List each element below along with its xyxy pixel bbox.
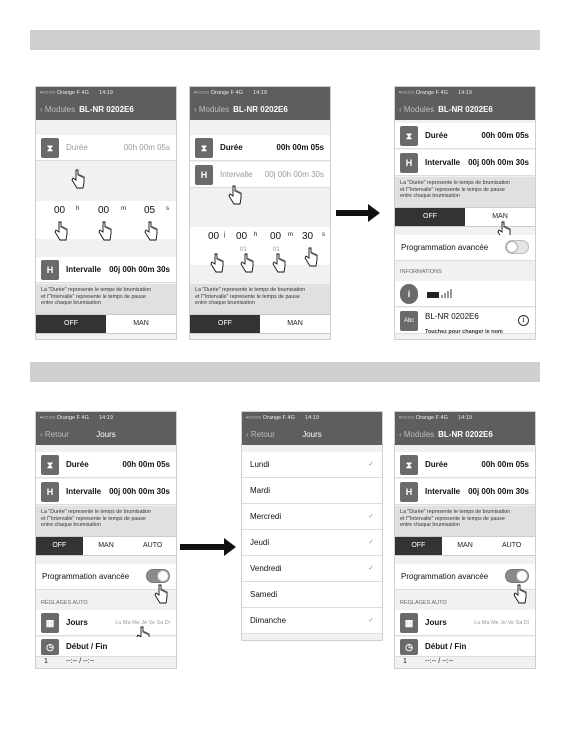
page-title: BL-NR 0202E6 [438, 105, 493, 114]
status-bar [36, 87, 176, 100]
intervalle-label: Intervalle [220, 170, 253, 179]
device-name-row[interactable] [395, 308, 535, 334]
pointing-hand-icon [513, 584, 527, 606]
carrier-text: •○○○○ Orange F [40, 90, 80, 96]
info-icon[interactable]: i [518, 315, 529, 326]
day-label: Jeudi [250, 538, 270, 547]
prog-avancee-toggle[interactable] [505, 569, 529, 583]
intervalle-value: 00j 00h 00m 30s [109, 265, 170, 274]
day-label: Lundi [250, 460, 270, 469]
intervalle-label: Intervalle [425, 487, 461, 496]
duree-row[interactable] [190, 135, 330, 161]
nav-bar [36, 100, 176, 120]
carrier-text: •○○○○ Orange F [399, 415, 439, 421]
hourglass-icon: ⧗ [41, 455, 59, 475]
slot-value: --:-- / --:-- [425, 658, 454, 665]
pointing-hand-icon [71, 169, 85, 191]
seconds-value[interactable]: 05 [144, 205, 156, 216]
intervalle-row[interactable] [395, 150, 535, 176]
note-line: et l'"Intervalle" represente le temps de pause [41, 293, 146, 300]
duree-label: Durée [425, 460, 448, 469]
intervalle-value: 00j 00h 00m 30s [468, 158, 529, 167]
intervalle-value: 00j 00h 00m 30s [109, 487, 170, 496]
days-unit: j [224, 232, 226, 238]
slot-number: 1 [44, 658, 48, 665]
informations-header: INFORMATIONS [400, 269, 442, 275]
network-text: 4G [287, 415, 295, 421]
debut-fin-label: Début / Fin [66, 642, 108, 651]
clock-text: 14:19 [458, 415, 472, 421]
duree-label: Durée [425, 131, 448, 140]
duree-value: 00h 00m 05s [122, 460, 170, 469]
calendar-icon: ▦ [41, 613, 59, 633]
clock-text: 14:19 [99, 90, 113, 96]
network-text: 4G [235, 90, 243, 96]
nav-bar [395, 425, 535, 445]
phone-jours-list [241, 411, 383, 641]
reglages-auto-header: RÉGLAGES AUTO [41, 600, 88, 606]
pointing-hand-icon [154, 584, 168, 606]
pointing-hand-icon [54, 221, 68, 243]
phone-duree-picker [35, 86, 177, 340]
off-button[interactable]: OFF [395, 208, 465, 226]
prog-avancee-row[interactable] [395, 235, 535, 261]
intervalle-value: 00j 00h 00m 30s [264, 170, 324, 179]
signal-strength-icon [427, 289, 453, 299]
back-button[interactable]: ‹ Retour [246, 430, 275, 439]
checkmark-icon: ✓ [368, 617, 374, 624]
phone-intervalle-picker [189, 86, 331, 340]
carrier-text: •○○○○ Orange F [194, 90, 234, 96]
jours-label: Jours [425, 618, 447, 627]
page-title: BL-NR 0202E6 [233, 105, 288, 114]
seconds-value[interactable]: 30 [302, 231, 314, 242]
minutes-unit: m [121, 206, 126, 212]
alarm-clock-icon: ◷ [400, 639, 418, 655]
alarm-clock-icon: ◷ [41, 639, 59, 655]
day-label: Mardi [250, 486, 271, 495]
back-button[interactable]: ‹ Retour [40, 430, 69, 439]
off-button[interactable]: OFF [190, 315, 260, 333]
info-note [36, 506, 176, 536]
hours-value[interactable]: 00 [236, 231, 248, 242]
back-label: Modules [198, 105, 230, 114]
carrier-text: •○○○○ Orange F [246, 415, 286, 421]
day-item[interactable] [242, 504, 382, 530]
interval-icon: H [195, 165, 213, 185]
device-name [425, 310, 503, 339]
interval-icon: H [41, 482, 59, 502]
status-bar [395, 412, 535, 425]
arrow-right-icon [180, 544, 226, 550]
checkmark-icon: ✓ [368, 461, 374, 468]
debut-fin-row[interactable] [36, 637, 176, 657]
intervalle-label: Intervalle [66, 487, 102, 496]
phone-man-mode [394, 86, 536, 340]
checkmark-icon: ✓ [368, 539, 374, 546]
intervalle-row[interactable] [36, 479, 176, 505]
debut-fin-row[interactable] [395, 637, 535, 657]
page-title: BL-NR 0202E6 [438, 430, 493, 439]
mode-segment [36, 314, 176, 334]
toggle-knob [516, 570, 528, 582]
duree-value: 00h 00m 05s [481, 460, 529, 469]
intervalle-row[interactable] [395, 479, 535, 505]
off-button[interactable]: OFF [36, 537, 83, 555]
day-label: Vendredi [250, 564, 282, 573]
rename-icon: Abc [400, 311, 418, 331]
slot-value: --:-- / --:-- [66, 658, 95, 665]
picker-next-value: 01 [273, 247, 280, 253]
pointing-hand-icon [228, 185, 242, 207]
duree-label: Durée [66, 460, 89, 469]
note-line: entre chaque brumisation [400, 522, 460, 529]
man-button[interactable]: MAN [287, 320, 303, 327]
seconds-unit: s [322, 232, 325, 238]
hours-value[interactable]: 00 [54, 205, 66, 216]
man-button[interactable]: MAN [133, 320, 149, 327]
network-text: 4G [81, 415, 89, 421]
intervalle-row[interactable] [190, 162, 330, 188]
note-line: La "Durée" represente le temps de brumisation [41, 287, 152, 293]
pointing-hand-icon [272, 253, 286, 275]
note-line: entre chaque brumisation [41, 300, 101, 307]
note-line: entre chaque brumisation [41, 522, 101, 529]
intervalle-row[interactable] [36, 257, 176, 283]
note-line: La "Durée" represente le temps de brumisation [400, 180, 511, 186]
day-item[interactable] [242, 582, 382, 608]
status-bar [190, 87, 330, 100]
nav-bar [395, 100, 535, 120]
mode-segment [190, 314, 330, 334]
hourglass-icon: ⧗ [41, 138, 59, 158]
prog-avancee-toggle[interactable] [146, 569, 170, 583]
page-title: Jours [302, 430, 322, 439]
info-note [395, 506, 535, 536]
intervalle-value: 00j 00h 00m 30s [468, 487, 529, 496]
debut-fin-label: Début / Fin [425, 642, 467, 651]
duree-row[interactable] [36, 135, 176, 161]
jours-value: Lu Ma Me Je Ve Sa Di [115, 620, 170, 626]
day-item[interactable] [242, 608, 382, 634]
note-line: et l'"Intervalle" represente le temps de pause [195, 293, 300, 300]
page-title: Jours [96, 430, 116, 439]
back-label: Retour [250, 430, 275, 439]
info-icon: i [400, 284, 418, 304]
checkmark-icon: ✓ [368, 513, 374, 520]
picker-next-value: 01 [240, 247, 247, 253]
day-item[interactable] [242, 556, 382, 582]
pointing-hand-icon [98, 221, 112, 243]
note-line: La "Durée" represente le temps de brumisation [195, 287, 306, 293]
back-label: Modules [44, 105, 76, 114]
nav-bar [242, 425, 382, 445]
mode-segment [395, 207, 535, 227]
clock-text: 14:19 [305, 415, 319, 421]
prog-avancee-label: Programmation avancée [401, 572, 489, 581]
hours-unit: h [254, 232, 258, 238]
duree-row[interactable] [36, 452, 176, 478]
page-title: BL-NR 0202E6 [79, 105, 134, 114]
minutes-value[interactable]: 00 [270, 231, 282, 242]
phone-advanced-summary [394, 411, 536, 669]
duree-value: 00h 00m 05s [276, 143, 324, 152]
jours-row[interactable] [395, 610, 535, 636]
network-text: 4G [440, 90, 448, 96]
arrow-right-icon [336, 210, 370, 216]
minutes-unit: m [288, 232, 293, 238]
section-band-top [30, 30, 540, 50]
mode-segment [395, 536, 535, 556]
status-bar [395, 87, 535, 100]
carrier-text: •○○○○ Orange F [40, 415, 80, 421]
network-text: 4G [81, 90, 89, 96]
slot-number: 1 [403, 658, 407, 665]
network-text: 4G [440, 415, 448, 421]
calendar-icon: ▦ [400, 613, 418, 633]
back-button[interactable]: ‹ Modules [399, 105, 435, 114]
status-bar [36, 412, 176, 425]
note-line: et l'"Intervalle" represente le temps de pause [41, 515, 146, 522]
note-line: La "Durée" represente le temps de brumisation [41, 509, 152, 515]
signal-row [395, 281, 535, 307]
auto-button[interactable]: AUTO [143, 542, 163, 549]
back-button[interactable]: ‹ Modules [194, 105, 230, 114]
jours-row[interactable] [36, 610, 176, 636]
hourglass-icon: ⧗ [400, 126, 418, 146]
prog-avancee-toggle[interactable] [505, 240, 529, 254]
carrier-text: •○○○○ Orange F [399, 90, 439, 96]
man-button[interactable]: MAN [492, 213, 508, 220]
hourglass-icon: ⧗ [400, 455, 418, 475]
back-label: Retour [44, 430, 69, 439]
intervalle-label: Intervalle [66, 265, 102, 274]
pointing-hand-icon [304, 247, 318, 269]
seconds-unit: s [166, 206, 169, 212]
checkmark-icon: ✓ [368, 565, 374, 572]
info-note [190, 284, 330, 314]
intervalle-label: Intervalle [425, 158, 461, 167]
clock-text: 14:19 [253, 90, 267, 96]
phone-advanced-on [35, 411, 177, 669]
pointing-hand-icon [240, 253, 254, 275]
off-button[interactable]: OFF [36, 315, 106, 333]
jours-value: Lu Ma Me Je Ve Sa Di [474, 620, 529, 626]
hours-unit: h [76, 206, 80, 212]
off-button[interactable]: OFF [395, 537, 442, 555]
duree-value: 00h 00m 05s [481, 131, 529, 140]
day-label: Dimanche [250, 616, 287, 625]
prog-avancee-label: Programmation avancée [42, 572, 130, 581]
section-band-bottom [30, 362, 540, 382]
day-label: Mercredi [250, 512, 282, 521]
man-button[interactable]: MAN [457, 542, 473, 549]
note-line: entre chaque brumisation [400, 193, 460, 200]
back-button[interactable]: ‹ Modules [399, 430, 435, 439]
minutes-value[interactable]: 00 [98, 205, 110, 216]
duree-row[interactable] [395, 123, 535, 149]
pointing-hand-icon [144, 221, 158, 243]
back-label: Modules [403, 105, 435, 114]
prog-avancee-label: Programmation avancée [401, 243, 489, 252]
device-name-hint: Touchez pour changer le nom [425, 329, 503, 335]
reglages-auto-header: RÉGLAGES AUTO [400, 600, 447, 606]
days-value[interactable]: 00 [208, 231, 220, 242]
nav-bar [36, 425, 176, 445]
mode-segment [36, 536, 176, 556]
interval-icon: H [400, 153, 418, 173]
toggle-knob [157, 570, 169, 582]
toggle-knob [506, 241, 518, 253]
note-line: et l'"Intervalle" represente le temps de pause [400, 186, 505, 193]
duree-label: Durée [66, 143, 88, 152]
info-note [395, 177, 535, 207]
duree-row[interactable] [395, 452, 535, 478]
man-button[interactable]: MAN [98, 542, 114, 549]
status-bar [242, 412, 382, 425]
back-button[interactable]: ‹ Modules [40, 105, 76, 114]
auto-button[interactable]: AUTO [502, 542, 522, 549]
day-item[interactable] [242, 478, 382, 504]
back-label: Modules [403, 430, 435, 439]
pointing-hand-icon [210, 253, 224, 275]
day-label: Samedi [250, 590, 278, 599]
jours-label: Jours [66, 618, 88, 627]
nav-bar [190, 100, 330, 120]
clock-text: 14:19 [99, 415, 113, 421]
device-name-text: BL-NR 0202E6 [425, 312, 479, 321]
interval-icon: H [41, 260, 59, 280]
note-line: et l'"Intervalle" represente le temps de pause [400, 515, 505, 522]
info-note [36, 284, 176, 314]
duree-value: 00h 00m 05s [123, 143, 170, 152]
note-line: entre chaque brumisation [195, 300, 255, 307]
clock-text: 14:19 [458, 90, 472, 96]
day-item[interactable] [242, 452, 382, 478]
note-line: La "Durée" represente le temps de brumisation [400, 509, 511, 515]
interval-icon: H [400, 482, 418, 502]
duree-label: Durée [220, 143, 243, 152]
hourglass-icon: ⧗ [195, 138, 213, 158]
day-item[interactable] [242, 530, 382, 556]
